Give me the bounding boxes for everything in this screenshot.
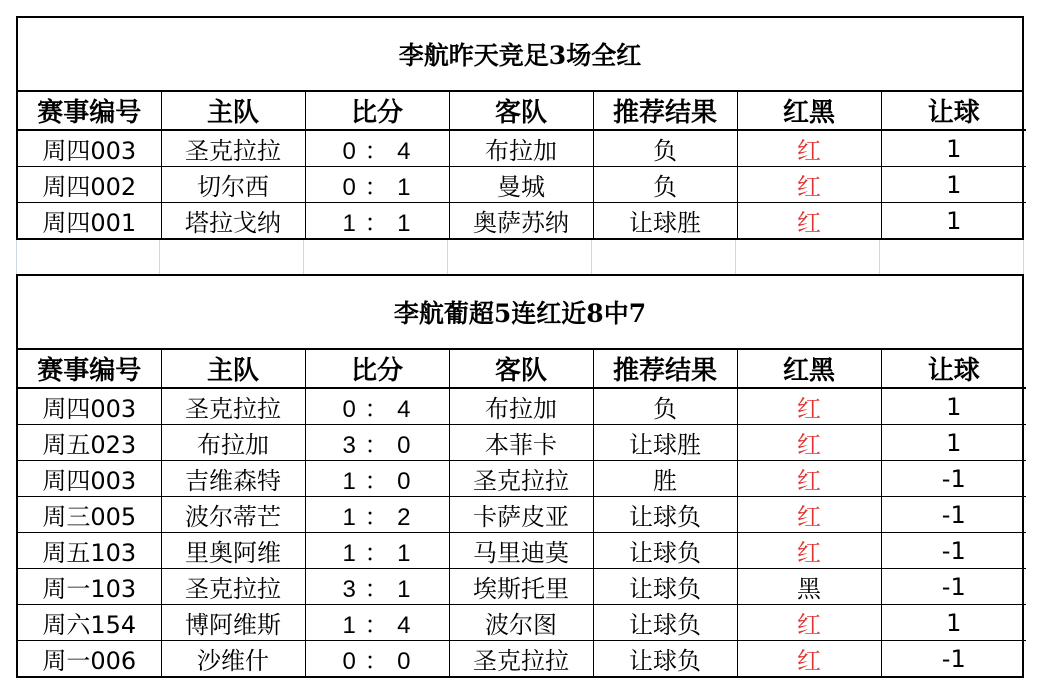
score-cell: 0 ： 4 — [305, 388, 449, 425]
score-cell: 0 ： 4 — [305, 130, 449, 167]
away-team-cell: 本菲卡 — [449, 425, 593, 461]
match-id-cell: 周四003 — [18, 388, 161, 425]
column-header: 红黑 — [737, 350, 881, 388]
outcome-cell: 红 — [737, 497, 881, 533]
away-team-cell: 曼城 — [449, 167, 593, 203]
match-id-cell: 周四003 — [18, 461, 161, 497]
outcome-cell: 红 — [737, 533, 881, 569]
home-team-cell: 博阿维斯 — [161, 605, 305, 641]
recommendation-cell: 让球胜 — [593, 425, 737, 461]
match-id-cell: 周四001 — [18, 203, 161, 239]
away-team-cell: 奥萨苏纳 — [449, 203, 593, 239]
match-id-cell: 周六154 — [18, 605, 161, 641]
table-body — [18, 130, 1026, 238]
handicap-cell: 1 — [881, 130, 1026, 167]
results-table — [18, 350, 1026, 676]
results-table-primeira-liga — [16, 274, 1024, 678]
home-team-cell: 圣克拉拉 — [161, 569, 305, 605]
recommendation-cell: 胜 — [593, 461, 737, 497]
recommendation-cell: 负 — [593, 130, 737, 167]
table-row — [18, 130, 1026, 167]
empty-cell — [304, 240, 448, 274]
empty-cell — [880, 240, 1023, 274]
column-header: 主队 — [161, 92, 305, 130]
recommendation-cell: 让球负 — [593, 497, 737, 533]
handicap-cell: 1 — [946, 206, 962, 235]
home-team-cell: 塔拉戈纳 — [161, 203, 305, 239]
outcome-cell: 红 — [737, 130, 881, 167]
score-cell: 1 ： 2 — [305, 497, 449, 533]
column-header: 赛事编号 — [18, 92, 161, 130]
column-header: 比分 — [305, 350, 449, 388]
column-header: 赛事编号 — [18, 350, 161, 388]
match-id-cell: 周四002 — [18, 167, 161, 203]
home-team-cell: 切尔西 — [161, 167, 305, 203]
match-id-cell: 周三005 — [18, 497, 161, 533]
table-row — [18, 461, 1026, 497]
recommendation-cell: 让球胜 — [593, 203, 737, 239]
results-table — [18, 92, 1026, 238]
recommendation-cell: 让球负 — [593, 605, 737, 641]
table-row — [18, 167, 1026, 203]
empty-cell — [17, 240, 160, 274]
outcome-cell: 红 — [737, 388, 881, 425]
header-row — [18, 350, 1026, 388]
column-header: 主队 — [161, 350, 305, 388]
table-row — [18, 605, 1026, 641]
table-row — [18, 388, 1026, 425]
home-team-cell: 里奥阿维 — [161, 533, 305, 569]
home-team-cell: 波尔蒂芒 — [161, 497, 305, 533]
outcome-cell: 黑 — [737, 569, 881, 605]
score-cell: 1 ： 4 — [305, 605, 449, 641]
home-team-cell: 圣克拉拉 — [161, 388, 305, 425]
match-id-cell: 周五103 — [18, 533, 161, 569]
column-header: 红黑 — [737, 92, 881, 130]
away-team-cell: 圣克拉拉 — [449, 461, 593, 497]
score-cell: 1 ： 1 — [305, 533, 449, 569]
column-header: 推荐结果 — [593, 92, 737, 130]
score-cell: 3 ： 0 — [305, 425, 449, 461]
column-header: 让球 — [881, 92, 1026, 130]
recommendation-cell: 让球负 — [593, 533, 737, 569]
match-id-cell: 周一103 — [18, 569, 161, 605]
column-header: 客队 — [449, 350, 593, 388]
score-cell: 0 ： 0 — [305, 641, 449, 677]
away-team-cell: 波尔图 — [449, 605, 593, 641]
match-id-cell: 周五023 — [18, 425, 161, 461]
away-team-cell: 卡萨皮亚 — [449, 497, 593, 533]
away-team-cell: 马里迪莫 — [449, 533, 593, 569]
home-team-cell: 布拉加 — [161, 425, 305, 461]
table-title: 李航葡超5连红近8中7 — [18, 276, 1022, 350]
handicap-cell: 1 — [881, 167, 1026, 203]
away-team-cell: 布拉加 — [449, 388, 593, 425]
home-team-cell: 吉维森特 — [161, 461, 305, 497]
column-header: 让球 — [881, 350, 1026, 388]
table-row — [18, 203, 1026, 239]
match-id-cell: 周四003 — [18, 130, 161, 167]
column-header: 比分 — [305, 92, 449, 130]
spacer-row — [16, 240, 1024, 274]
header-row — [18, 92, 1026, 130]
outcome-cell: 红 — [737, 641, 881, 677]
table-row — [18, 497, 1026, 533]
table-body — [18, 388, 1026, 676]
outcome-cell: 红 — [737, 425, 881, 461]
empty-cell — [448, 240, 592, 274]
match-id-cell: 周一006 — [18, 641, 161, 677]
empty-cell — [736, 240, 880, 274]
column-header: 客队 — [449, 92, 593, 130]
handicap-cell: -1 — [881, 461, 1026, 497]
handicap-cell: -1 — [881, 533, 1026, 569]
table-row — [18, 533, 1026, 569]
table-row — [18, 425, 1026, 461]
recommendation-cell: 让球负 — [593, 569, 737, 605]
table-row — [18, 641, 1026, 677]
table-title: 李航昨天竞足3场全红 — [18, 18, 1022, 92]
outcome-cell: 红 — [737, 605, 881, 641]
handicap-cell: -1 — [881, 569, 1026, 605]
table-row — [18, 569, 1026, 605]
spreadsheet — [16, 16, 1024, 678]
away-team-cell: 圣克拉拉 — [449, 641, 593, 677]
home-team-cell: 沙维什 — [161, 641, 305, 677]
handicap-cell: 1 — [881, 425, 1026, 461]
outcome-cell: 红 — [737, 167, 881, 203]
away-team-cell: 布拉加 — [449, 130, 593, 167]
recommendation-cell: 负 — [593, 388, 737, 425]
empty-cell — [592, 240, 736, 274]
handicap-cell: 1 — [881, 605, 1026, 641]
column-header: 推荐结果 — [593, 350, 737, 388]
recommendation-cell: 负 — [593, 167, 737, 203]
results-table-yesterday — [16, 16, 1024, 240]
home-team-cell: 圣克拉拉 — [161, 130, 305, 167]
score-cell: 3 ： 1 — [305, 569, 449, 605]
score-cell: 1 ： 0 — [305, 461, 449, 497]
handicap-cell: -1 — [941, 644, 966, 673]
empty-cell — [160, 240, 304, 274]
handicap-cell: -1 — [881, 497, 1026, 533]
score-cell: 1 ： 1 — [305, 203, 449, 239]
handicap-cell: 1 — [881, 388, 1026, 425]
recommendation-cell: 让球负 — [593, 641, 737, 677]
away-team-cell: 埃斯托里 — [449, 569, 593, 605]
score-cell: 0 ： 1 — [305, 167, 449, 203]
outcome-cell: 红 — [737, 203, 881, 239]
outcome-cell: 红 — [737, 461, 881, 497]
